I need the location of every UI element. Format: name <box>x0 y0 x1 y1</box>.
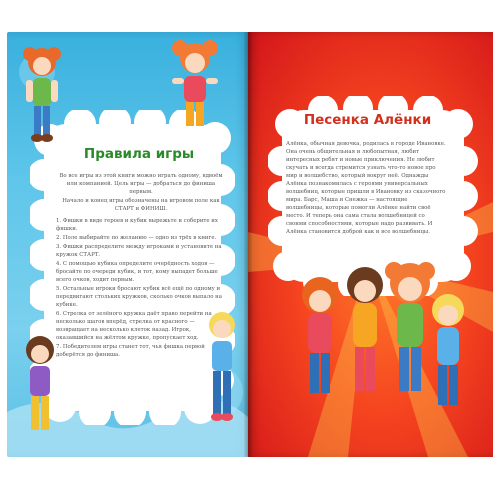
rule-item: 4. С помощью кубика определите очерёдность ходов — бросайте по очереди кубик, и тот, кому выпадет больше всего очков, ходит первым. <box>56 261 218 283</box>
rules-title: Правила игры <box>83 146 195 162</box>
character-illustration <box>195 305 250 430</box>
characters-group-illustration <box>290 255 470 435</box>
character-illustration <box>160 36 230 136</box>
character-illustration <box>10 330 70 440</box>
rule-item: 5. Остальные игроки бросают кубик всё ещё по одному и передвигают стольких кружков, сколько очков выпало на кубике. <box>56 286 222 308</box>
rules-intro-1: Во все игры из этой книги можно играть одному, вдвоём или компанией. Цель игры — добраться до финиша первым. <box>59 173 223 195</box>
rules-intro-2: Начало и конец игры обозначены на игровом поле как СТАРТ и ФИНИШ. <box>62 198 220 212</box>
character-illustration <box>12 40 72 150</box>
song-paragraph: Алёнка, обычная девочка, родилась в городе Ивановке. Она очень общительная и любопытная, любит интересных ребят и новые приключения. Не любит скучать и всегда стремится узнать что-то новое про мир и волшебство, который вокруг неё. Однажды Алёнка познакомилась с героями универсальных волшебниц, которые пришли в Ивановку из сказочного мира. Барс, Маша и Снежка — настоящие волшебницы, которые помогли Алёнке найти своё место. И теперь она сама стала волшебницей со своими способностями, которые надо развивать. И Алёнка становится доброй как и все волшебницы. <box>286 141 446 235</box>
rule-item: 3. Фишки распределите между игроками и установите на кружок СТАРТ. <box>56 244 222 258</box>
rule-item: 6. Стрелка от зелёного кружка даёт право перейти на несколько шагов вперёд, стрелка от красного — возвращает на несколько клеток назад. Игрок, оказавшийся на жёлтом кружке, пропускает ход. <box>56 311 212 341</box>
song-text <box>286 140 446 237</box>
rule-item: 1. Фишки в виде героев и кубик вырежьте и соберите их фишки. <box>56 218 218 232</box>
song-title: Песенка Алёнки <box>303 112 432 128</box>
rule-item: 7. Победителем игры станет тот, чья фишка первой доберётся до финиша. <box>56 344 205 358</box>
rule-item: 2. Поле выбирайте по желанию — одно из трёх в книге. <box>56 235 217 241</box>
